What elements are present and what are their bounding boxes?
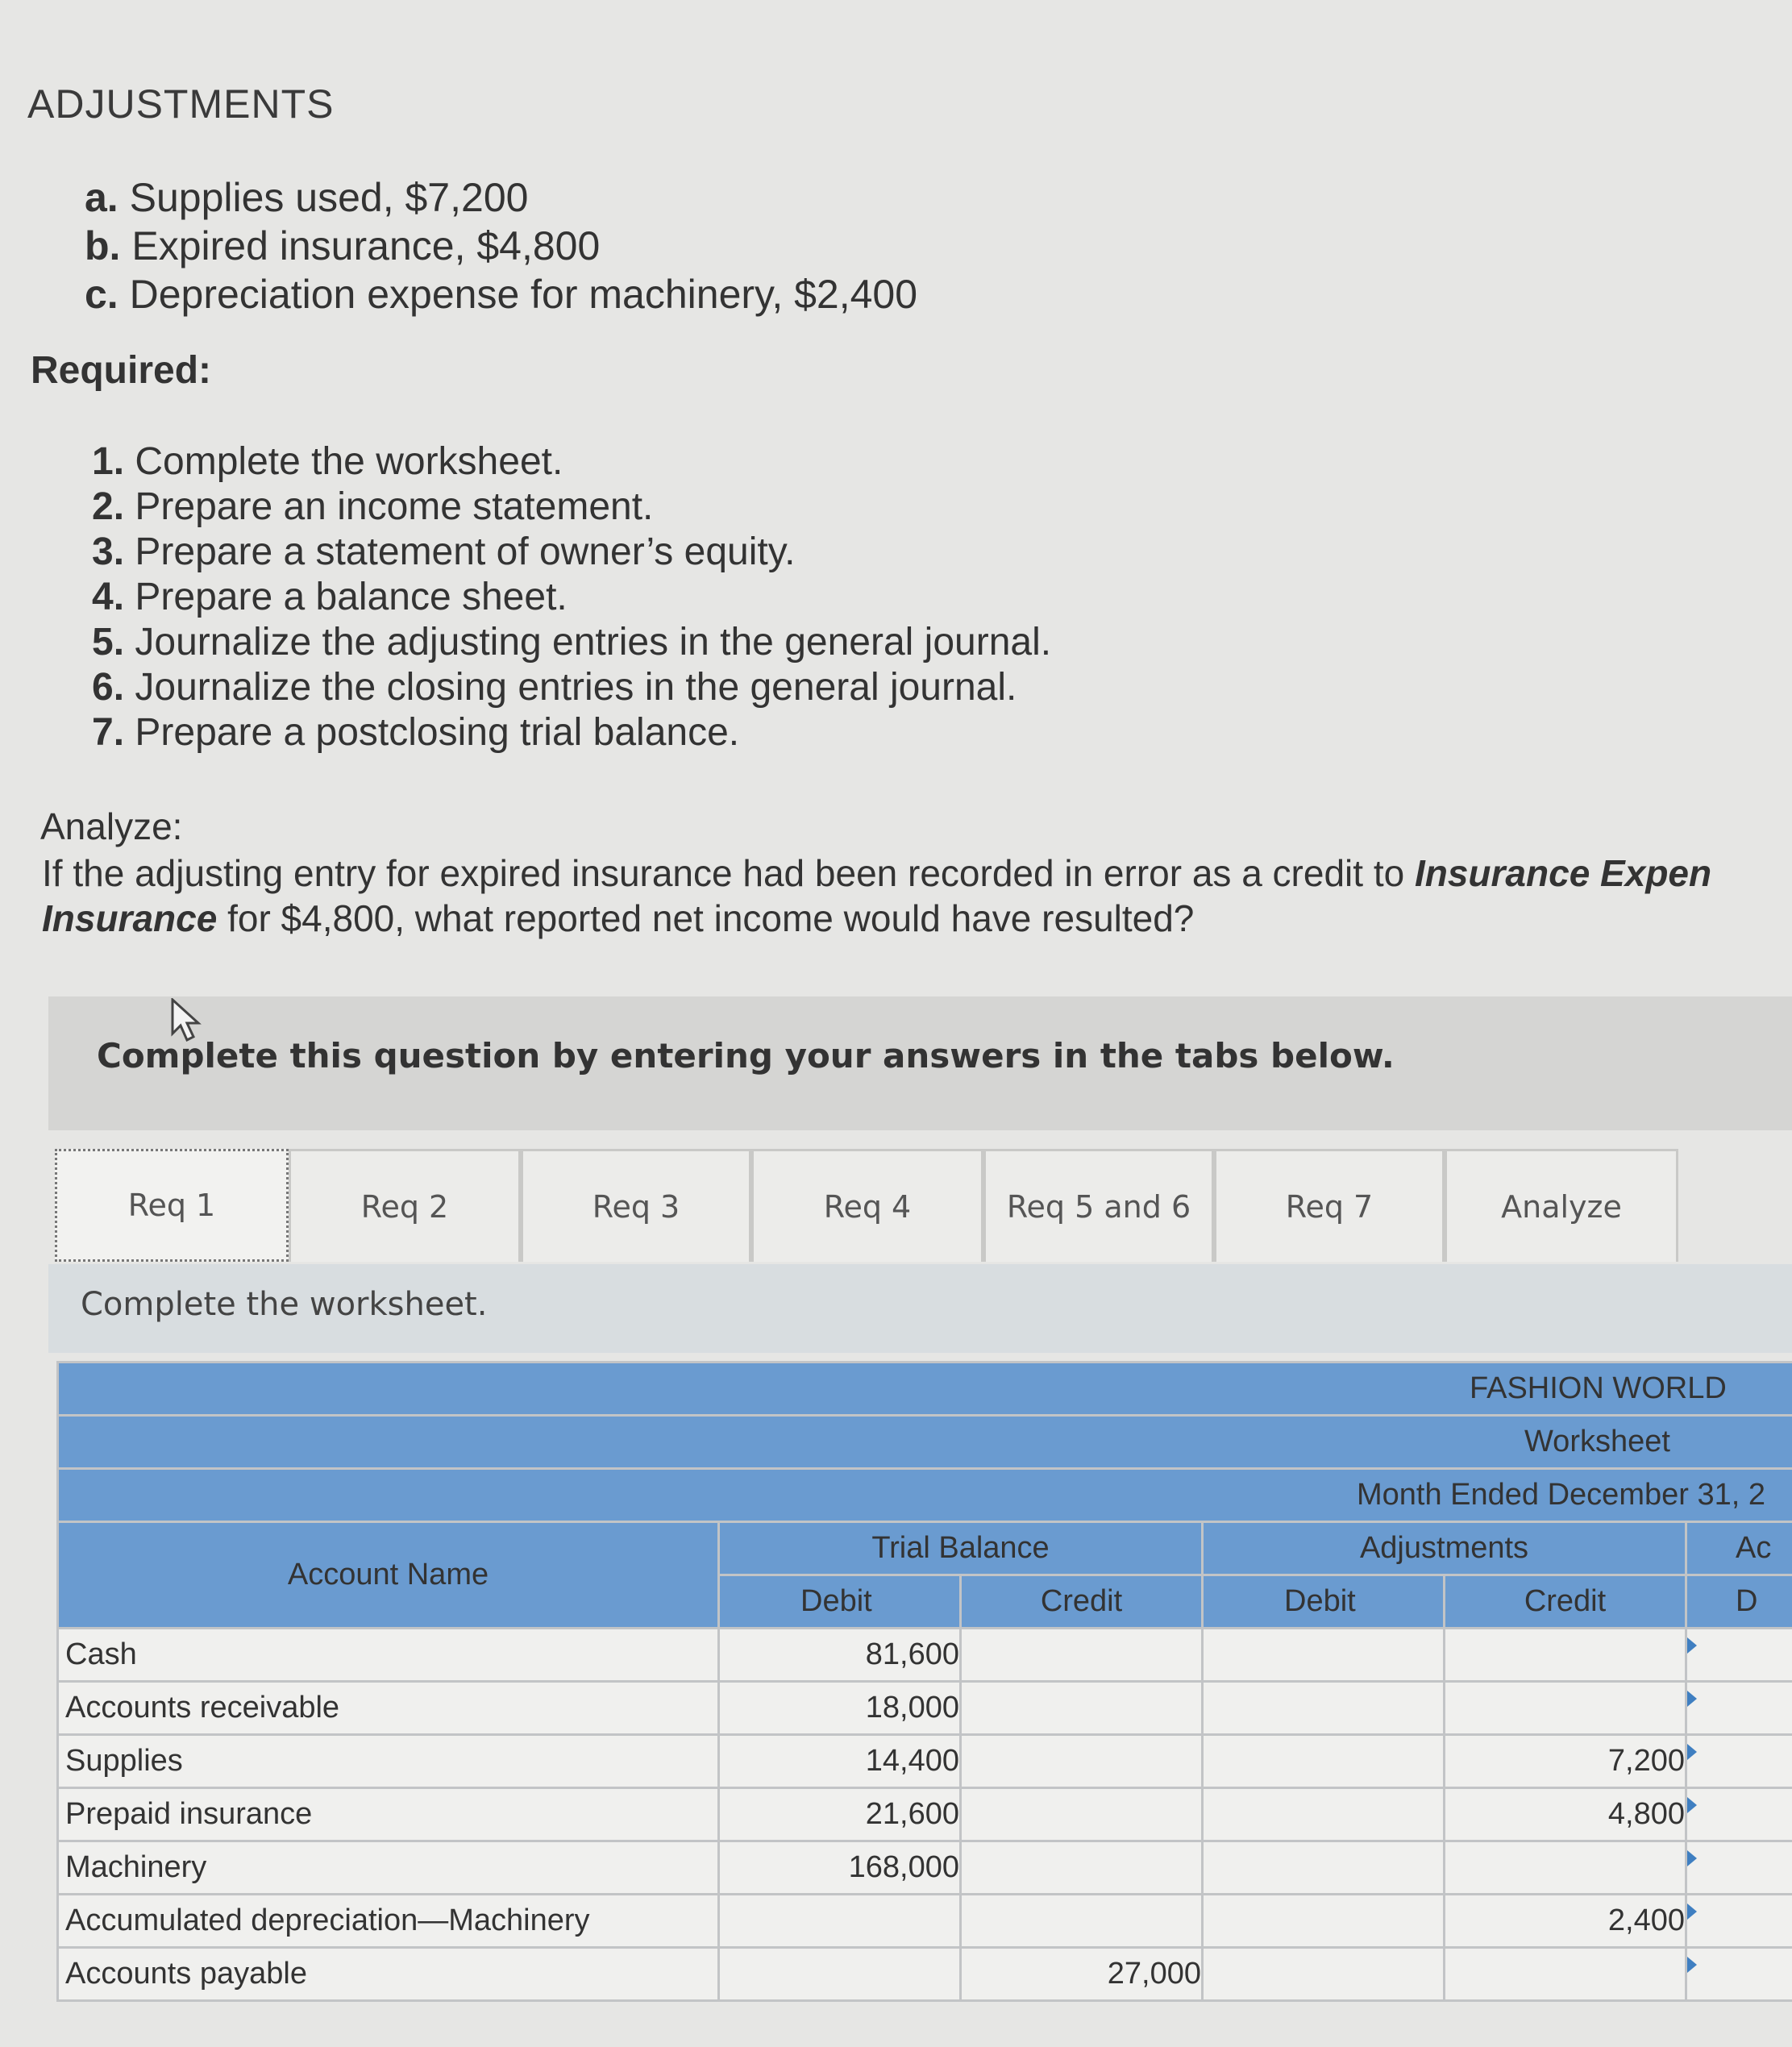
tb-credit-cell: [961, 1788, 1203, 1841]
adj-debit-header: Debit: [1203, 1575, 1445, 1629]
analyze-question: If the adjusting entry for expired insurance had been recorded in error as a credit to Insurance Expen Insurance for $4,800, what reported net income would have resulted?: [42, 852, 1712, 939]
table-row: [58, 1735, 1792, 1788]
adj-credit-input[interactable]: [1445, 1948, 1686, 2001]
adj-debit-input[interactable]: [1203, 1629, 1445, 1682]
required-item: 1. Complete the worksheet.: [92, 440, 563, 483]
input-marker-icon: [1687, 1903, 1697, 1920]
table-row: [58, 1895, 1792, 1948]
tab-req-7[interactable]: Req 7: [1214, 1149, 1445, 1262]
adjusted-trial-balance-header: Ac: [1686, 1522, 1792, 1575]
required-item: 2. Prepare an income statement.: [92, 485, 654, 528]
tb-credit-cell: [961, 1629, 1203, 1682]
required-item: 5. Journalize the adjusting entries in the general journal.: [92, 621, 1052, 664]
table-row: [58, 1682, 1792, 1735]
worksheet-title: Worksheet: [58, 1416, 1792, 1469]
adj-debit-input[interactable]: [1203, 1788, 1445, 1841]
tab-analyze[interactable]: Analyze: [1445, 1149, 1678, 1262]
tb-debit-cell: 18,000: [719, 1682, 961, 1735]
adj-debit-input[interactable]: [1203, 1895, 1445, 1948]
table-row: [58, 1629, 1792, 1682]
input-marker-icon: [1687, 1957, 1697, 1973]
worksheet: [56, 1361, 1792, 2047]
trial-balance-header: Trial Balance: [719, 1522, 1203, 1575]
tb-credit-cell: [961, 1895, 1203, 1948]
worksheet-period: Month Ended December 31, 2: [58, 1469, 1792, 1522]
tb-credit-cell: 27,000: [961, 1948, 1203, 2001]
adj-credit-input[interactable]: 2,400: [1445, 1895, 1686, 1948]
tab-req-3[interactable]: Req 3: [521, 1149, 751, 1262]
tab-req-2[interactable]: Req 2: [289, 1149, 521, 1262]
table-row: [58, 1948, 1792, 2001]
tb-credit-cell: [961, 1735, 1203, 1788]
adjustment-item: b. Expired insurance, $4,800: [85, 223, 601, 268]
adjustment-item: c. Depreciation expense for machinery, $2,400: [85, 272, 918, 317]
tb-debit-cell: [719, 1895, 961, 1948]
adj-credit-input[interactable]: 7,200: [1445, 1735, 1686, 1788]
input-marker-icon: [1687, 1797, 1697, 1813]
adj-credit-input[interactable]: [1445, 1682, 1686, 1735]
analyze-title: Analyze:: [40, 805, 183, 847]
tb-debit-cell: 14,400: [719, 1735, 961, 1788]
tb-debit-header: Debit: [719, 1575, 961, 1629]
input-marker-icon: [1687, 1744, 1697, 1760]
required-list: [92, 439, 1051, 755]
required-item: 3. Prepare a statement of owner’s equity.: [92, 530, 796, 573]
adj-credit-input[interactable]: [1445, 1841, 1686, 1895]
input-marker-icon: [1687, 1691, 1697, 1707]
tb-debit-cell: 168,000: [719, 1841, 961, 1895]
atb-debit-input[interactable]: [1686, 1788, 1792, 1841]
atb-debit-input[interactable]: [1686, 1948, 1792, 2001]
adj-debit-input[interactable]: [1203, 1735, 1445, 1788]
adj-debit-input[interactable]: [1203, 1682, 1445, 1735]
account-name-cell: Prepaid insurance: [58, 1788, 719, 1841]
tab-req-1[interactable]: Req 1: [55, 1149, 289, 1262]
tb-credit-cell: [961, 1682, 1203, 1735]
account-name-cell: Machinery: [58, 1841, 719, 1895]
account-name-header: Account Name: [58, 1522, 719, 1629]
adjustments-list: [85, 173, 917, 318]
input-marker-icon: [1687, 1637, 1697, 1654]
tab-req-5-and-6[interactable]: Req 5 and 6: [983, 1149, 1214, 1262]
account-name-cell: Supplies: [58, 1735, 719, 1788]
section-heading: ADJUSTMENTS: [27, 81, 335, 127]
atb-debit-input[interactable]: [1686, 1629, 1792, 1682]
account-name-cell: Cash: [58, 1629, 719, 1682]
required-item: 7. Prepare a postclosing trial balance.: [92, 711, 740, 754]
account-name-cell: Accounts receivable: [58, 1682, 719, 1735]
tb-credit-header: Credit: [961, 1575, 1203, 1629]
adj-credit-input[interactable]: [1445, 1629, 1686, 1682]
adjustment-item: a. Supplies used, $7,200: [85, 175, 529, 220]
adj-credit-input[interactable]: 4,800: [1445, 1788, 1686, 1841]
worksheet-table: [56, 1361, 1792, 2002]
tb-debit-cell: 21,600: [719, 1788, 961, 1841]
tab-instruction: Complete the worksheet.: [81, 1286, 488, 1323]
atb-debit-input[interactable]: [1686, 1895, 1792, 1948]
required-item: 4. Prepare a balance sheet.: [92, 576, 568, 618]
required-title: Required:: [31, 349, 212, 392]
adj-debit-input[interactable]: [1203, 1948, 1445, 2001]
account-name-cell: Accounts payable: [58, 1948, 719, 2001]
input-marker-icon: [1687, 1850, 1697, 1866]
adj-credit-header: Credit: [1445, 1575, 1686, 1629]
table-row: [58, 1841, 1792, 1895]
tb-credit-cell: [961, 1841, 1203, 1895]
atb-debit-input[interactable]: [1686, 1735, 1792, 1788]
atb-debit-input[interactable]: [1686, 1841, 1792, 1895]
instruction-text: Complete this question by entering your answers in the tabs below.: [97, 1036, 1395, 1076]
table-row: [58, 1788, 1792, 1841]
tb-debit-cell: [719, 1948, 961, 2001]
account-name-cell: Accumulated depreciation—Machinery: [58, 1895, 719, 1948]
atb-debit-header: D: [1686, 1575, 1792, 1629]
adj-debit-input[interactable]: [1203, 1841, 1445, 1895]
adjustments-header: Adjustments: [1203, 1522, 1686, 1575]
company-name: FASHION WORLD: [58, 1363, 1792, 1416]
atb-debit-input[interactable]: [1686, 1682, 1792, 1735]
tb-debit-cell: 81,600: [719, 1629, 961, 1682]
required-item: 6. Journalize the closing entries in the general journal.: [92, 666, 1017, 709]
tab-req-4[interactable]: Req 4: [751, 1149, 983, 1262]
